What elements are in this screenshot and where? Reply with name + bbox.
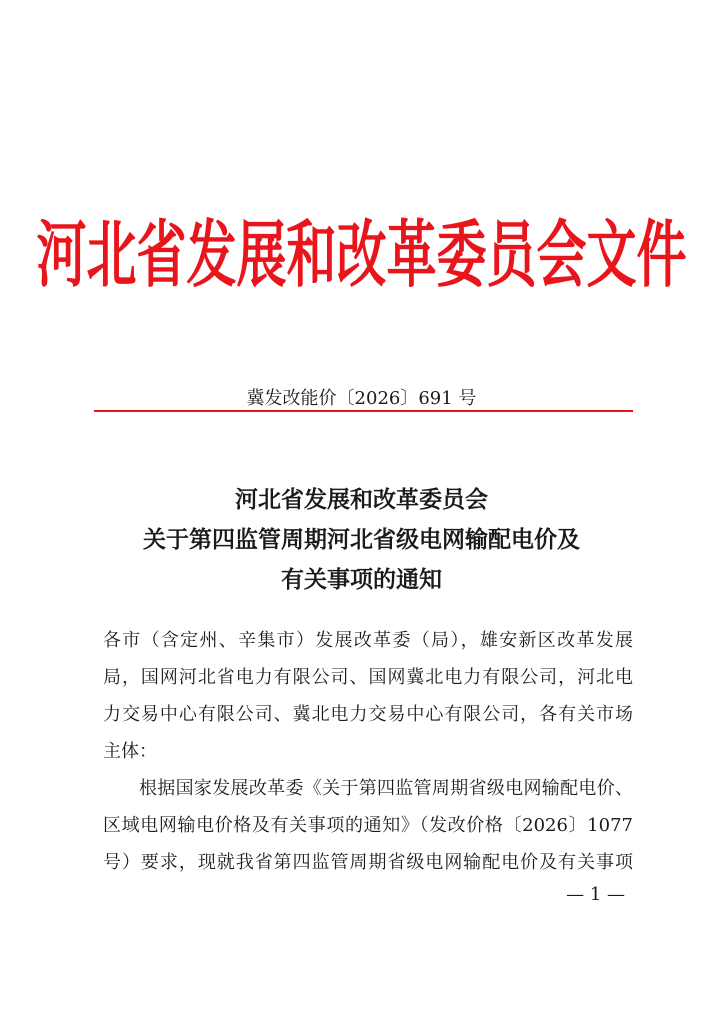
red-divider-line <box>94 410 633 412</box>
addressees-line-1: 各市（含定州、辛集市）发展改革委（局），雄安新区改革发展 <box>103 630 633 651</box>
paragraph-1-line-3: 号）要求，现就我省第四监管周期省级电网输配电价及有关事项 <box>103 852 633 873</box>
notice-title-line-2: 关于第四监管周期河北省级电网输配电价及 <box>143 526 580 553</box>
addressees-line-4: 主体： <box>103 741 157 762</box>
body-paragraph-1 <box>103 770 633 881</box>
page-number: — 1 — <box>566 884 625 905</box>
addressees-paragraph <box>103 622 633 770</box>
document-number: 冀发改能价〔2026〕691 号 <box>246 388 477 409</box>
addressees-line-3: 力交易中心有限公司、冀北电力交易中心有限公司，各有关市场 <box>103 704 633 725</box>
notice-title-line-3: 有关事项的通知 <box>281 566 442 593</box>
paragraph-1-line-2: 区域电网输电价格及有关事项的通知》（发改价格〔2026〕1077 <box>103 815 633 836</box>
notice-title <box>0 480 723 600</box>
paragraph-1-line-1: 根据国家发展改革委《关于第四监管周期省级电网输配电价、 <box>139 778 633 799</box>
notice-title-line-1: 河北省发展和改革委员会 <box>235 486 488 513</box>
document-body <box>103 622 633 881</box>
addressees-line-2: 局，国网河北省电力有限公司、国网冀北电力有限公司，河北电 <box>103 667 633 688</box>
document-header-title: 河北省发展和改革委员会文件 <box>36 213 687 298</box>
